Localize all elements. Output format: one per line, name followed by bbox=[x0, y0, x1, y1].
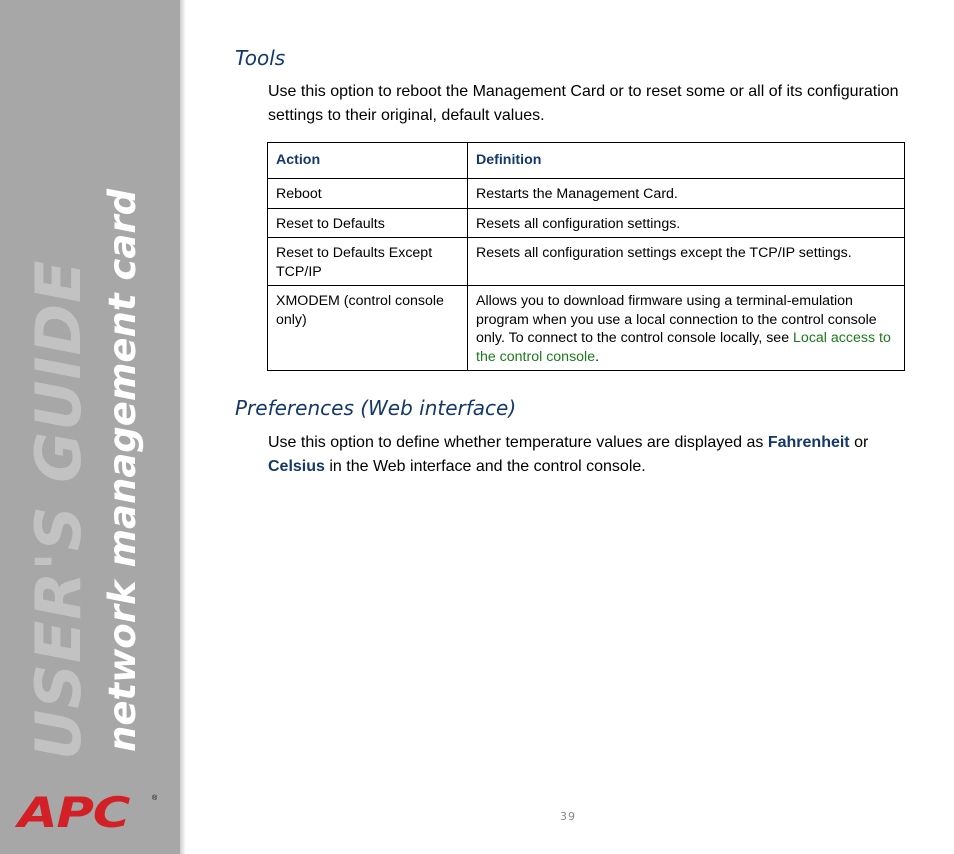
action-cell: Reboot bbox=[268, 179, 468, 209]
sidebar-subtitle: network management card bbox=[101, 188, 144, 752]
local-access-link[interactable]: Local access to the control console bbox=[476, 330, 891, 365]
table-row bbox=[268, 286, 905, 371]
table-row bbox=[268, 179, 905, 209]
sidebar bbox=[0, 0, 180, 854]
definition-text: Allows you to download firmware using a terminal-emulation program when you use a local connection to the control console only. To connect to the control console locally, see bbox=[476, 293, 877, 346]
definition-cell: Resets all configuration settings except the TCP/IP settings. bbox=[468, 238, 905, 286]
column-header-action: Action bbox=[268, 143, 468, 179]
action-cell: XMODEM (control console only) bbox=[268, 286, 468, 371]
celsius-option: Celsius bbox=[268, 458, 325, 475]
definition-cell: Restarts the Management Card. bbox=[468, 179, 905, 209]
column-header-definition: Definition bbox=[468, 143, 905, 179]
preferences-text bbox=[268, 431, 908, 479]
page-number: 39 bbox=[560, 810, 576, 823]
action-cell: Reset to Defaults bbox=[268, 208, 468, 238]
table-row bbox=[268, 238, 905, 286]
sidebar-title: USER'S GUIDE bbox=[22, 259, 95, 760]
definition-cell: Resets all configuration settings. bbox=[468, 208, 905, 238]
table-header-row bbox=[268, 143, 905, 179]
apc-logo-text: APC bbox=[18, 788, 130, 837]
tools-table bbox=[267, 142, 905, 371]
preferences-text-before: Use this option to define whether temperature values are displayed as bbox=[268, 434, 768, 451]
definition-suffix: . bbox=[595, 348, 600, 365]
preferences-text-after: in the Web interface and the control console. bbox=[324, 458, 646, 475]
sidebar-shadow bbox=[180, 0, 186, 854]
registered-mark: ® bbox=[152, 795, 158, 802]
preferences-heading: Preferences (Web interface) bbox=[235, 396, 517, 420]
fahrenheit-option: Fahrenheit bbox=[767, 434, 850, 451]
action-cell: Reset to Defaults Except TCP/IP bbox=[268, 238, 468, 286]
table-row bbox=[268, 208, 905, 238]
apc-logo bbox=[18, 788, 158, 837]
definition-cell bbox=[468, 286, 905, 371]
tools-intro: Use this option to reboot the Management Card or to reset some or all of its configuration settings to their original, default values. bbox=[268, 83, 899, 124]
tools-heading: Tools bbox=[235, 46, 286, 70]
or-word: or bbox=[849, 434, 869, 451]
